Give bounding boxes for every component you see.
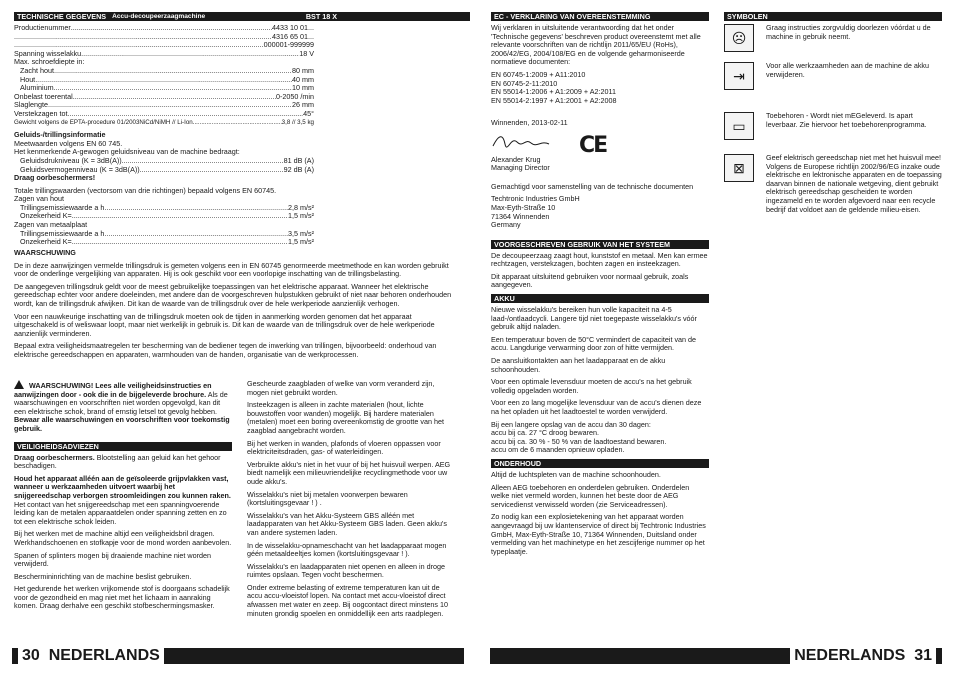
vibration-metal-list (14, 230, 314, 247)
spec-row (14, 119, 314, 128)
spec-row (14, 41, 314, 50)
safety-paragraph: Onder extreme belasting of extreme temperaturen kan uit de accu accu-vloeistof lopen. Na contact met accu-vloeistof direct afwassen met water en zeep. Bij oogcontact direct minstens 10 minuten grondig spoelen en onmiddellijk een arts raadplegen. (247, 582, 448, 618)
ec-norm: EN 55014-2:1997 + A1:2001 + A2:2008 (491, 95, 617, 105)
spec-row-value: 80 mm (292, 66, 314, 75)
left-specs-column (14, 12, 337, 251)
right-footer (490, 648, 942, 664)
noise-row-value: 92 dB (A) (283, 165, 314, 174)
ec-address-line: Techtronic Industries GmbH (491, 194, 580, 204)
vibration-row-label: Trillingsemissiewaarde a h (20, 229, 105, 238)
intended-use-paragraphs (491, 252, 709, 290)
spec-row-label: Onbelast toerental (14, 92, 73, 101)
left-warning-section (14, 249, 454, 364)
vibration-row-value: 2,8 m/s² (288, 203, 314, 212)
left-page-number: 30 (22, 647, 40, 664)
vibration-row-label: Onzekerheid K= (20, 238, 72, 247)
spec-row-label: Verstekzagen tot (14, 109, 68, 118)
spec-row-dots (54, 84, 292, 93)
symbol-row (724, 154, 942, 214)
ear-protection-note: Draag oorbeschermers! (14, 173, 96, 183)
intended-use-paragraph: Dit apparaat uitsluitend gebruiken voor normaal gebruik, zoals aangegeven. (491, 271, 689, 290)
ec-norm: EN 55014-1:2006 + A1:2009 + A2:2011 (491, 87, 616, 97)
safety-paragraph: Insteekzagen is alleen in zachte materialen (hout, lichte bouwstoffen voor wanden) mogelijk. Bij hardere materialen (metalen) moet een boring overeenkomstig de grootte van het zaagblad aangebracht worden. (247, 400, 444, 435)
spec-row-dots (48, 101, 292, 110)
intended-use-paragraph: De decoupeerzaag zaagt hout, kunststof en metaal. Men kan ermee rechtzagen, verstekzagen, bochten zagen en insteekzagen. (491, 250, 708, 269)
spec-row-value: 40 mm (292, 75, 314, 84)
left-footer (12, 648, 464, 664)
spec-row-dots (193, 119, 282, 128)
symbol-text: Voor alle werkzaamheden aan de machine de akku verwijderen. (766, 61, 930, 79)
technical-data-model: BST 18 X (305, 12, 337, 21)
remove-battery-icon: ⇥ (724, 62, 754, 90)
spec-row (14, 76, 314, 85)
vibration-row-value: 3,5 m/s² (288, 229, 314, 238)
ec-place-date: Winnenden, 2013-02-11 (491, 118, 568, 128)
symbol-text: Toebehoren - Wordt niet mEGeleverd. Is apart leverbaar. Zie hiervoor het toebehorenprogramma. (766, 111, 927, 129)
warning-triangle-icon (14, 380, 24, 389)
symbols-header: SYMBOLEN (724, 12, 942, 21)
ec-address (491, 195, 709, 229)
safety-paragraph: Verbruikte akku's niet in het vuur of bij het huisvuil werpen. AEG biedt namelijk een milieuvriendelijke recyclingmethode voor uw oude akku's. (247, 459, 451, 486)
battery-header: AKKU (491, 294, 709, 303)
warning-paragraph: De in deze aanwijzingen vermelde trillingsdruk is gemeten volgens een in EN 60745 genormeerde meetmethode en kan worden gebruikt voor de onderlinge vergelijking van apparaten. Hij is ook geschikt voor een voorlopige inschatting van de trillingsbelasting. (14, 260, 449, 279)
left-page-label (18, 647, 164, 665)
left-language: NEDERLANDS (48, 647, 160, 664)
spec-row (14, 50, 314, 59)
right-language: NEDERLANDS (794, 647, 906, 664)
ec-norms (491, 71, 709, 105)
left-lower-column (14, 380, 232, 615)
battery-paragraph: Bij een langere opslag van de accu dan 30 dagen: accu bij ca. 27 °C droog bewaren. accu bij ca. 30 % - 50 % van de laadtoestand bewaren. accu om de 6 maanden opnieuw opladen. (491, 419, 667, 455)
safety-paragraphs (14, 530, 232, 611)
spec-row-dots (81, 50, 299, 59)
symbol-row (724, 24, 942, 52)
vibration-wood-title: Zagen van hout (14, 194, 64, 204)
vibration-intro: Totale trillingswaarden (vectorsom van drie richtingen) bepaald volgens EN 60745. (14, 185, 277, 195)
warning-paragraphs (14, 262, 454, 360)
spec-row-dots (71, 24, 272, 33)
safety-p2: Het contact van het snijgereedschap met een spanningvoerende leiding kan de metalen apparaatdelen onder spanning zetten en zo tot een elektrische schok leiden. (14, 499, 227, 526)
spec-row (14, 84, 314, 93)
spec-list (14, 24, 314, 127)
warning-box-bold: WAARSCHUWING! Lees alle veiligheidsinstructies en aanwijzingen door - ook die in de bijgeleverde brochure. (14, 381, 212, 399)
spec-row-label: Zacht hout (20, 66, 54, 75)
maintenance-paragraph: Alleen AEG toebehoren en onderdelen gebruiken. Onderdelen welke niet vermeld worden, kunnen het beste door de AEG servicedienst verwisseld worden (zie Serviceadressen). (491, 482, 690, 509)
vibration-row-label: Trillingsemissiewaarde a h (20, 203, 105, 212)
spec-row-label: Aluminium (20, 84, 54, 93)
safety-paragraph: Het gedurende het werken vrijkomende stof is doorgaans schadelijk voor de gezondheid en mag niet met het lichaam in aanraking komen. Draag derhalve een geschikt stofbeschermingsmasker. (14, 584, 230, 611)
spec-row-label: Slaglengte (14, 101, 48, 110)
spec-row-label: Productienummer (14, 24, 71, 32)
spec-row-value: 0-2050 /min (276, 92, 314, 101)
spec-row-value: ...000001-999999 (257, 41, 314, 50)
vibration-row-dots (104, 230, 288, 239)
technical-data-title: TECHNISCHE GEGEVENS (17, 12, 107, 21)
spec-row-value: 4433 10 01... (272, 24, 314, 32)
noise-row-label: Geluidsdrukniveau (K = 3dB(A)) (20, 156, 122, 165)
ec-intro: Wij verklaren in uitsluitende verantwoording dat het onder 'Technische gegevens' beschreven product overeenstemt met alle relevante voorschriften van de richtlijn 2011/65/EU (RoHs), 2006/42/EG, 2004/108/EG en de volgende geharmoniseerde normatieve documenten: (491, 23, 701, 67)
intended-use-header: VOORGESCHREVEN GEBRUIK VAN HET SYSTEEM (491, 240, 709, 249)
warning-box-text: Als de waarschuwingen en voorschriften niet worden opgevolgd, kan dit een elektrische schok, brand of ernstig letsel tot gevolg hebben. (14, 389, 228, 416)
accessory-icon: ▭ (724, 112, 754, 140)
spec-row-dots (14, 41, 258, 50)
spec-row-value: 45° (303, 109, 314, 118)
battery-paragraph: Nieuwe wisselakku's bereiken hun volle kapaciteit na 4-5 laad-/ontlaadcycli. Langere tijd niet toegepaste wisselakku's vóór gebruik altijd naladen. (491, 305, 697, 332)
noise-row-dots (140, 166, 284, 175)
spec-row-value: 4316 65 01... (272, 32, 314, 41)
spec-row-label: Max. schroefdiepte in: (14, 58, 85, 67)
ec-address-line: Germany (491, 220, 521, 230)
spec-row-label: Gewicht volgens de EPTA-procedure 01/2003NiCd/NiMH // Li-Ion (14, 118, 193, 126)
ec-authorized: Gemachtigd voor samenstelling van de technische documenten (491, 181, 694, 191)
spec-row-value: 18 V (299, 49, 314, 58)
symbol-row (724, 62, 942, 90)
warning-paragraph: De aangegeven trillingsdruk geldt voor de meest gebruikelijke toepassingen van het elektrische apparaat. Wanneer het elektrische gereedschap echter voor andere doeleinden, met andere dan de voorgeschreven hulpstukken gebruikt of niet naar behoren onderhouden wordt, kan de trillingsdruk afwijken. Dit kan de waarde van de trillingsdruk over de hele werkperiode aanzienlijk verhogen. (14, 281, 452, 308)
spec-row (14, 67, 314, 76)
safety-header: VEILIGHEIDSADVIEZEN (14, 442, 232, 451)
spec-row-dots (73, 93, 276, 102)
safety-p1: Blootstelling aan geluid kan het gehoor beschadigen. (14, 452, 221, 471)
spec-row-value: 3,8 // 3,5 kg (281, 118, 314, 126)
spec-row-dots (54, 67, 292, 76)
weee-bin-icon: ⊠ (724, 154, 754, 182)
right-column-2 (724, 12, 942, 214)
technical-data-header (14, 12, 470, 21)
right-column-1 (491, 12, 709, 560)
spec-row-value: 10 mm (292, 84, 314, 93)
noise-row-value: 81 dB (A) (283, 156, 314, 165)
spec-row (14, 110, 314, 119)
noise-row (14, 157, 314, 166)
safety-paragraph: Wisselakku's en laadapparaten niet openen en alleen in droge ruimtes opslaan. Tegen vocht beschermen. (247, 561, 445, 580)
spec-row (14, 24, 314, 33)
ec-norm: EN 60745-1:2009 + A11:2010 (491, 69, 586, 79)
safety-paragraph: Bij het werken met de machine altijd een veiligheidsbril dragen. Werkhandschoenen en stofkapje voor de mond worden aanbevolen. (14, 529, 232, 547)
ec-role: Managing Director (491, 163, 550, 173)
safety-paragraph: Bij het werken in wanden, plafonds of vloeren oppassen voor elektriciteitsdraden, gas- of waterleidingen. (247, 438, 441, 457)
safety-paragraph: Beschermininrichting van de machine beslist gebruiken. (14, 571, 192, 581)
ec-norm: EN 60745-2-11:2010 (491, 78, 558, 88)
noise-list (14, 157, 314, 174)
read-manual-icon: ☹ (724, 24, 754, 52)
battery-paragraph: Voor een zo lang mogelijke levensduur van de accu's dienen deze na het opladen uit het laadtoestel te worden verwijderd. (491, 398, 702, 416)
warning-paragraph: Bepaal extra veiligheidsmaatregelen ter bescherming van de bediener tegen de inwerking van trillingen, bijvoorbeeld: onderhoud van elektrische gereedschappen en apparaten, warmhouden van de handen, organisatie van de werkprocessen. (14, 341, 437, 359)
technical-data-subtitle: Accu-decoupeerzaagmachine (112, 13, 206, 20)
ec-header: EC - VERKLARING VAN OVEREENSTEMMING (491, 12, 709, 21)
left-middle-column (247, 380, 455, 622)
spec-row-dots (68, 110, 304, 119)
maintenance-paragraphs (491, 471, 709, 556)
vibration-row-value: 1,5 m/s² (288, 212, 314, 221)
spec-row (14, 93, 314, 102)
ce-mark: CE (579, 132, 607, 158)
vibration-row (14, 238, 314, 247)
vibration-row (14, 204, 314, 213)
warning-paragraph: Voor een nauwkeurige inschatting van de trillingsdruk moeten ook de tijden in aanmerking worden genomen dat het apparaat uitgeschakeld is of weliswaar loopt, maar niet werkelijk in gebruik is. Dit kan de waarde van de trillingsdruk over de hele werkperiode aanzienlijk verminderen. (14, 311, 435, 338)
spec-row-dots (14, 33, 272, 42)
ec-address-line: Max-Eyth-Straße 10 (491, 202, 556, 212)
vibration-row (14, 230, 314, 239)
middle-paragraphs (247, 380, 455, 618)
safety-paragraph: Gescheurde zaagbladen of welke van vorm veranderd zijn, mogen niet gebruikt worden. (247, 379, 435, 397)
vibration-row-dots (72, 212, 288, 221)
ec-address-line: 71364 Winnenden (491, 211, 550, 221)
safety-p1-bold: Draag oorbeschermers. (14, 452, 95, 462)
symbol-row (724, 112, 942, 140)
spec-row-value: 26 mm (292, 101, 314, 110)
symbol-text: Graag instructies zorgvuldig doorlezen vóórdat u de machine in gebruik neemt. (766, 23, 931, 41)
spec-row (14, 101, 314, 110)
safety-paragraph: Spanen of splinters mogen bij draaiende machine niet worden verwijderd. (14, 550, 211, 569)
vibration-row-label: Onzekerheid K= (20, 212, 72, 221)
spec-row-label: Spanning wisselakku (14, 49, 82, 58)
battery-paragraph: Een temperatuur boven de 50°C vermindert de capaciteit van de accu. Langdurige verwarming door zon of hitte vermijden. (491, 334, 697, 353)
right-page-number: 31 (914, 647, 932, 664)
spec-row-label: Hout (20, 75, 36, 84)
warning-box-keep: Bewaar alle waarschuwingen en voorschriften voor toekomstig gebruik. (14, 415, 230, 433)
noise-row-dots (122, 157, 284, 166)
symbol-list (724, 24, 942, 214)
safety-paragraph: In de wisselakku-opnameschacht van het laadapparaat mogen géén metaaldeeltjes komen (kortsluitingsgevaar ! ). (247, 540, 447, 559)
vibration-metal-title: Zagen van metaalplaat (14, 220, 88, 230)
safety-paragraph: Wisselakku's niet bij metalen voorwerpen bewaren (kortsluitingsgevaar ! ) . (247, 489, 408, 508)
warning-title: WAARSCHUWING (14, 248, 76, 257)
vibration-row-dots (72, 238, 288, 247)
safety-warning-box (14, 380, 232, 438)
spec-row (14, 33, 314, 42)
signature-graphic (491, 132, 551, 150)
right-page-label (790, 647, 936, 665)
vibration-row-value: 1,5 m/s² (288, 238, 314, 247)
battery-paragraphs (491, 306, 709, 455)
battery-paragraph: De aansluitkontakten aan het laadapparaat en de akku schoonhouden. (491, 356, 666, 374)
safety-p2-bold: Houd het apparaat alléén aan de geïsoleerde grijpvlakken vast, wanneer u werkzaamheden uitvoert waarbij het snijgereedschap verborgen stroomleidingen zou kunnen raken. (14, 473, 231, 500)
noise-title: Geluids-/trillingsinformatie (14, 130, 106, 140)
spec-row (14, 58, 314, 67)
maintenance-paragraph: Altijd de luchtspleten van de machine schoonhouden. (491, 469, 661, 479)
symbol-text: Geef elektrisch gereedschap niet met het huisvuil mee! Volgens de Europese richtlijn 2002/96/EG inzake oude elektrische en lektronische apparaten en de toepassing daarvan binnen de nationale wetgeving, dient gebruikt elektrisch gereedschap gescheiden te worden ingezameld en te worden afgevoerd naar een recycle bedrijf dat voldoet aan de geldende milieu-eisen. (766, 153, 942, 214)
safety-paragraph: Wisselakku's van het Akku-Systeem GBS alléén met laadapparaten van het Akku-Systeem GBS laden. Geen akku's van andere systemen laden. (247, 510, 447, 537)
vibration-wood-list (14, 204, 314, 221)
ec-name: Alexander Krug (491, 154, 541, 164)
noise-row-label: Geluidsvermogenniveau (K = 3dB(A)) (20, 165, 140, 174)
noise-intro: Meetwaarden volgens EN 60 745. Het kenmerkende A-gewogen geluidsniveau van de machine bedraagt: (14, 138, 240, 157)
maintenance-paragraph: Zo nodig kan een explosietekening van het apparaat worden aangevraagd bij uw klantenservice of direct bij Techtronic Industries GmbH, Max-Eyth-Straße 10, 71364 Winnenden, Duitsland onder vermelding van het machinetype en het zescijferige nummer op het typeplaatje. (491, 512, 706, 556)
maintenance-header: ONDERHOUD (491, 459, 709, 468)
vibration-row-dots (104, 204, 288, 213)
spec-row-dots (35, 76, 292, 85)
battery-paragraph: Voor een optimale levensduur moeten de accu's na het gebruik volledig opgeladen worden. (491, 377, 692, 395)
